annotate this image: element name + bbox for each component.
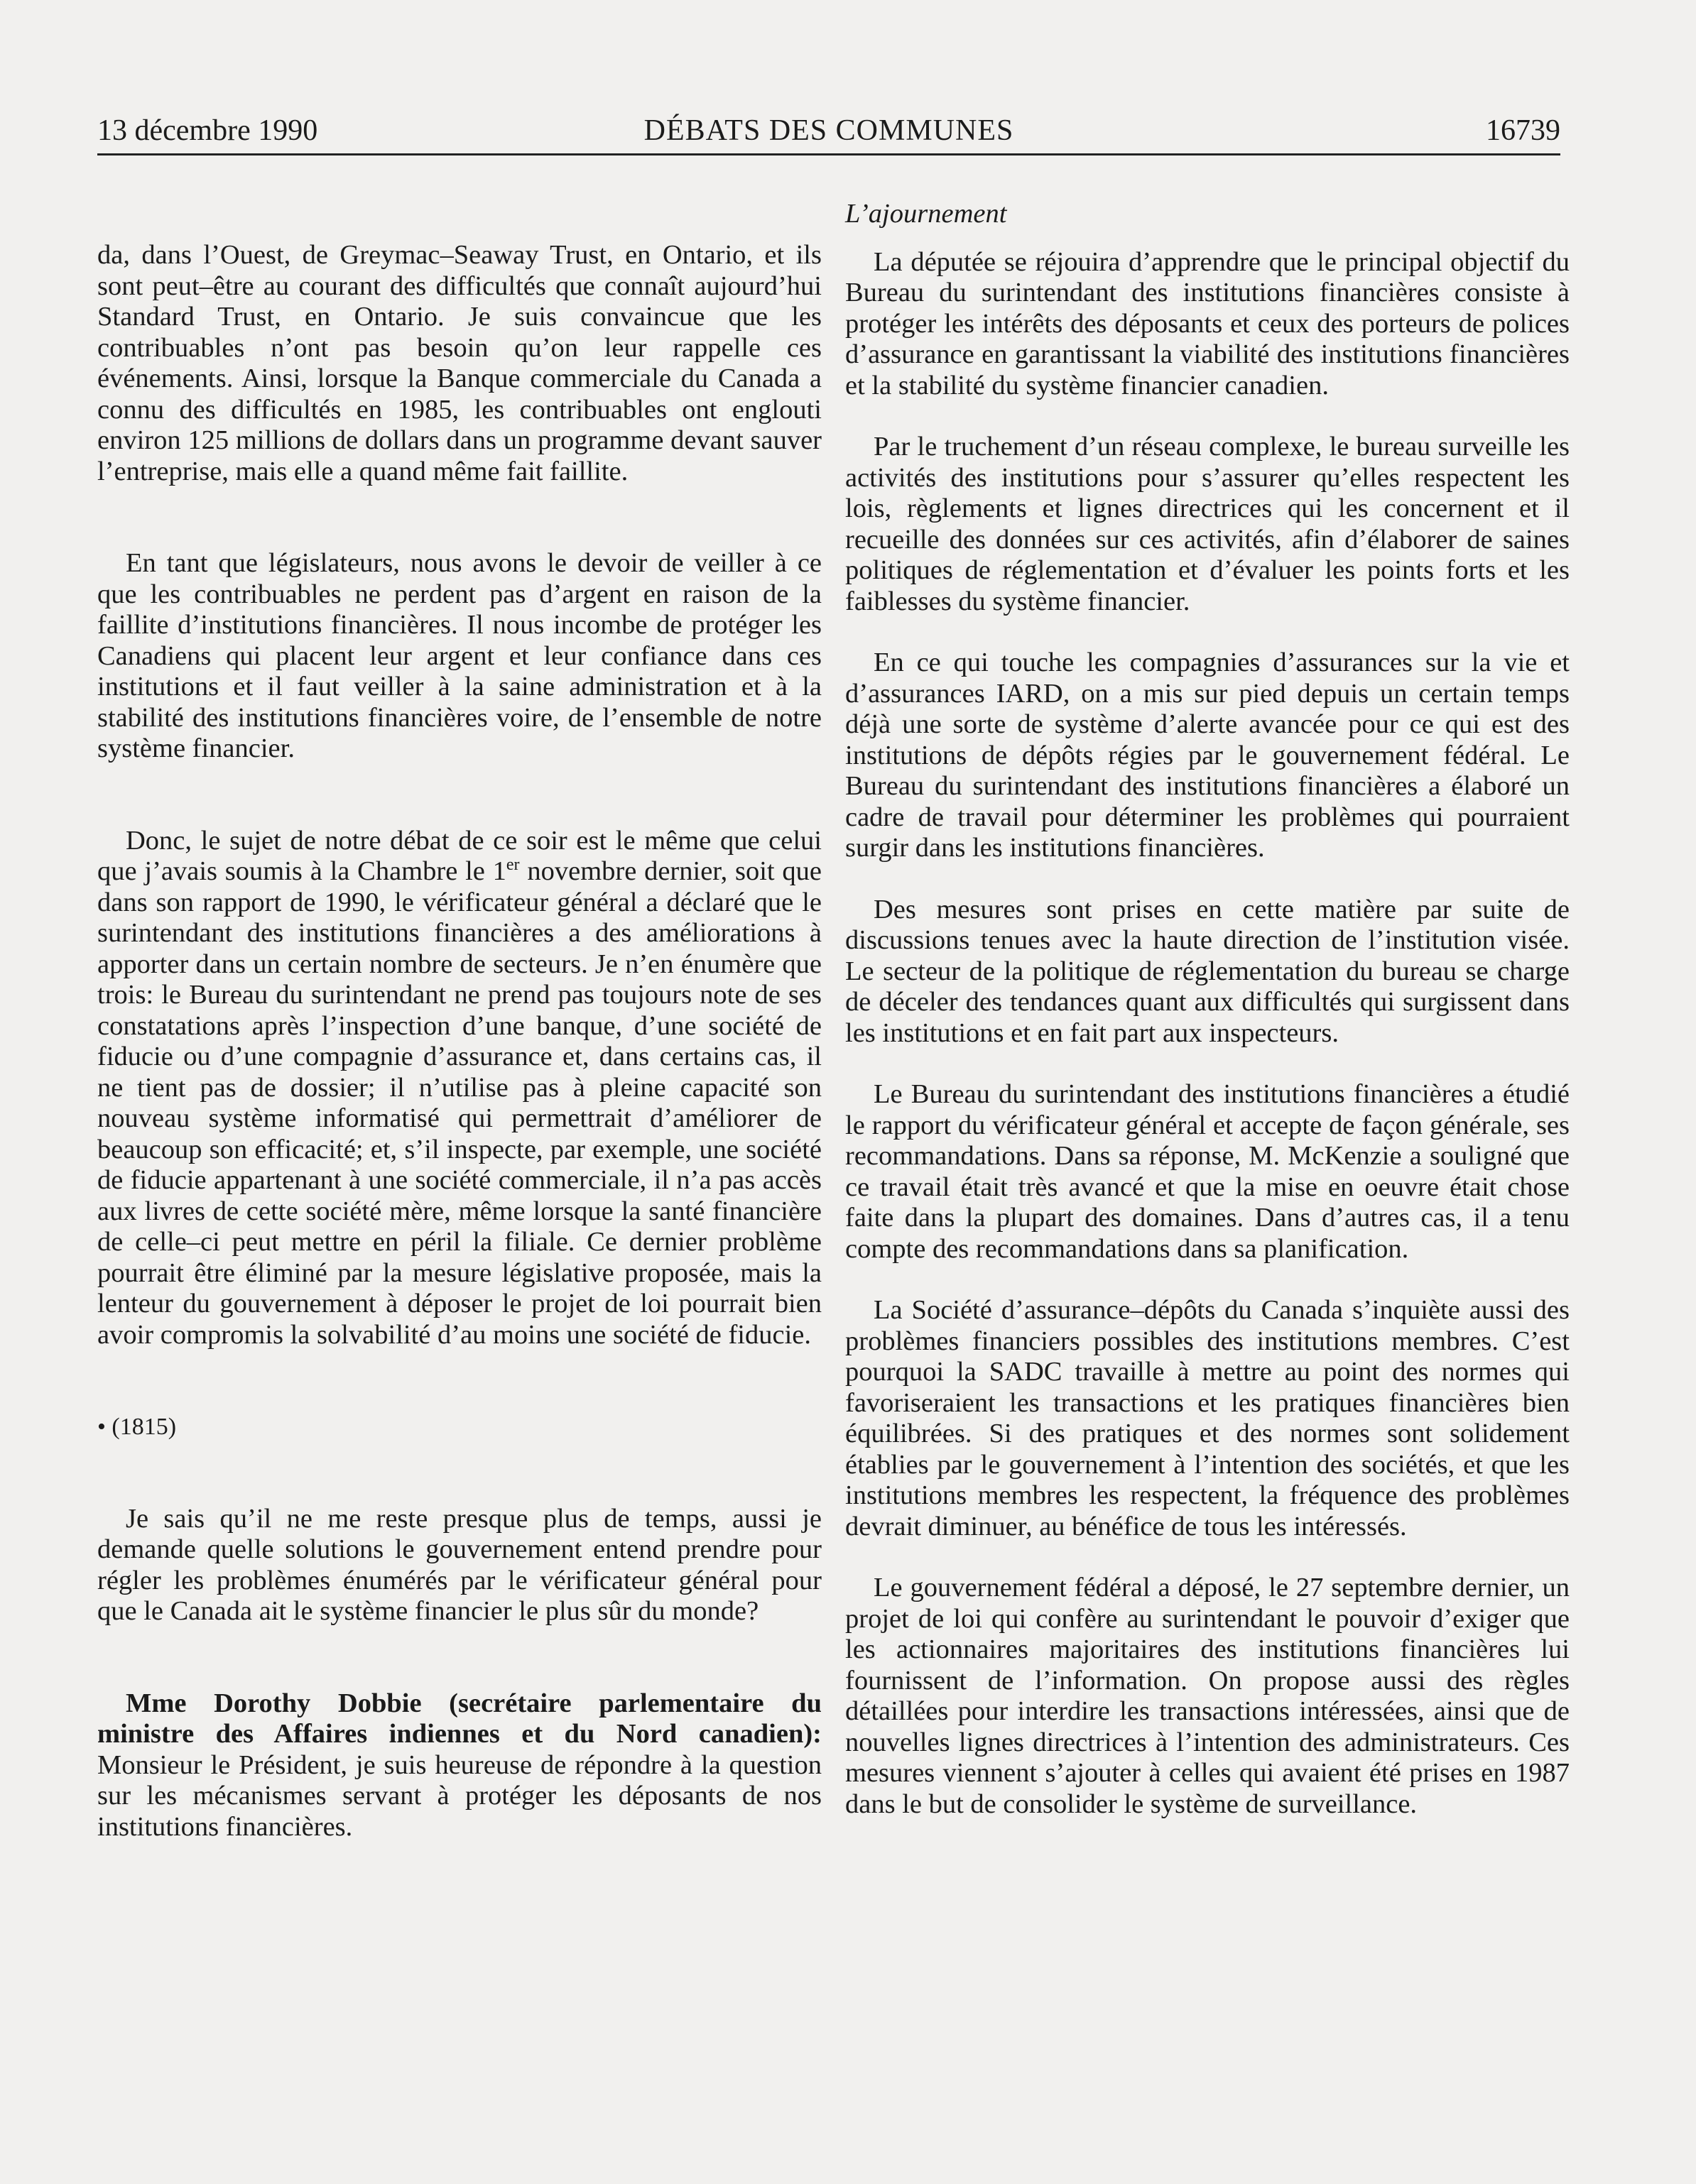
section-title: L’ajournement (845, 199, 1007, 229)
speaker-name: Mme Dorothy Dobbie (secrétaire parlementaire du ministre des Affaires indiennes et du Nord canadien): (97, 1688, 822, 1749)
page-header (97, 114, 1560, 156)
paragraph: Des mesures sont prises en cette matière par suite de discussions tenues avec la haute direction de l’institution visée. Le secteur de la politique de réglementation du bureau se charge de déceler des tendances quant aux difficultés qui surgissent dans les institutions et en fait part aux inspecteurs. (845, 894, 1570, 1048)
paragraph-text: novembre dernier, soit que dans son rapport de 1990, le vérificateur général a déclaré que le surintendant des institutions financières a des améliorations à apporter dans un certain nombre de secteurs. Je n’en énumère que trois: le Bureau du surintendant ne prend pas toujours note de ses constatations après l’inspection d’une banque, d’une société de fiducie ou d’une compagnie d’assurance et, dans certains cas, il ne tient pas de dossier; il n’utilise pas à pleine capacité son nouveau système informatisé qui permettrait d’améliorer de beaucoup son efficacité; et, s’il inspecte, par exemple, une société de fiducie appartenant à une société commerciale, il n’a pas accès aux livres de cette société mère, même lorsque la santé financière de celle–ci peut mettre en péril la filiale. Ce dernier problème pourrait être éliminé par la mesure législative proposée, mais la lenteur du gouvernement à déposer le projet de loi pourrait bien avoir compromis la solvabilité d’au moins une société de fiducie. (97, 856, 822, 1350)
header-title: DÉBATS DES COMMUNES (643, 114, 1014, 147)
paragraph (97, 826, 822, 1351)
right-column (845, 199, 1570, 1820)
header-date: 13 décembre 1990 (97, 114, 318, 147)
paragraph: La Société d’assurance–dépôts du Canada s’inquiète aussi des problèmes financiers possibles des institutions membres. C’est pourquoi la SADC travaille à mettre au point des normes qui favoriseraient les transactions et les pratiques financières bien équilibrées. Si des pratiques et des normes sont solidement établies par le gouvernement à l’intention des sociétés, et que les institutions membres les respectent, la fréquence des problèmes devrait diminuer, au bénéfice de tous les intéressés. (845, 1295, 1570, 1541)
time-marker: • (1815) (97, 1414, 177, 1440)
paragraph: En ce qui touche les compagnies d’assurances sur la vie et d’assurances IARD, on a mis sur pied depuis un certain temps déjà une sorte de système d’alerte avancée pour ce qui est des institutions de dépôts régies par le gouvernement fédéral. Le Bureau du surintendant des institutions financières a élaboré un cadre de travail pour déterminer les problèmes qui pourraient surgir dans les institutions financières. (845, 648, 1570, 863)
paragraph: Par le truchement d’un réseau complexe, le bureau surveille les activités des institutions pour s’assurer qu’elles respectent les lois, règlements et lignes directrices qui les concernent et il recueille des données sur ces activités, afin d’élaborer de saines politiques de réglementation et d’évaluer les points forts et les faiblesses du système financier. (845, 432, 1570, 616)
paragraph: Le Bureau du surintendant des institutions financières a étudié le rapport du vérificateur général et accepte de façon générale, ses recommandations. Dans sa réponse, M. McKenzie a souligné que ce travail était très avancé et que la mise en oeuvre était chose faite dans la plupart des domaines. Dans d’autres cas, il a tenu compte des recommandations dans sa planification. (845, 1079, 1570, 1264)
superscript: er (506, 856, 520, 875)
header-rule (97, 153, 1560, 155)
page-number: 16739 (1486, 114, 1560, 147)
paragraph-text: Monsieur le Président, je suis heureuse de répondre à la question sur les mécanismes servant à protéger les déposants de nos institutions financières. (97, 1749, 822, 1842)
paragraph (97, 1688, 822, 1843)
paragraph: La députée se réjouira d’apprendre que le principal objectif du Bureau du surintendant des institutions financières consiste à protéger les intérêts des déposants et ceux des porteurs de polices d’assurance en garantissant la viabilité des institutions financières et la stabilité du système financier canadien. (845, 246, 1570, 400)
paragraph: Le gouvernement fédéral a déposé, le 27 septembre dernier, un projet de loi qui confère au surintendant le pouvoir d’exiger que les actionnaires majoritaires des institutions financières lui fournissent de l’information. On propose aussi des règles détaillées pour interdire les transactions intéressées, ainsi que de nouvelles lignes directrices à l’intention des administrateurs. Ces mesures viennent s’ajouter à celles qui avaient été prises en 1987 dans le but de consolider le système de surveillance. (845, 1573, 1570, 1819)
paragraph: da, dans l’Ouest, de Greymac–Seaway Trust, en Ontario, et ils sont peut–être au courant des difficultés que connaît aujourd’hui Standard Trust, en Ontario. Je suis convaincue que les contribuables n’ont pas besoin qu’on leur rappelle ces événements. Ainsi, lorsque la Banque commerciale du Canada a connu des difficultés en 1985, les contribuables ont englouti environ 125 millions de dollars dans un programme devant sauver l’entreprise, mais elle a quand même fait faillite. (97, 240, 822, 486)
left-column (97, 240, 822, 1842)
paragraph-text: Donc, le sujet de notre débat de ce soir est le même que celui que j’avais soumis à la Chambre le 1 (97, 825, 822, 886)
paragraph: Je sais qu’il ne me reste presque plus de temps, aussi je demande quelle solutions le gouvernement entend prendre pour régler les problèmes énumérés par le vérificateur général pour que le Canada ait le système financier le plus sûr du monde? (97, 1503, 822, 1626)
paragraph: En tant que législateurs, nous avons le devoir de veiller à ce que les contribuables ne perdent pas d’argent en raison de la faillite d’institutions financières. Il nous incombe de protéger les Canadiens qui placent leur argent et leur confiance dans ces institutions et il faut veiller à la saine administration et à la stabilité des institutions financières voire, de l’ensemble de notre système financier. (97, 548, 822, 763)
